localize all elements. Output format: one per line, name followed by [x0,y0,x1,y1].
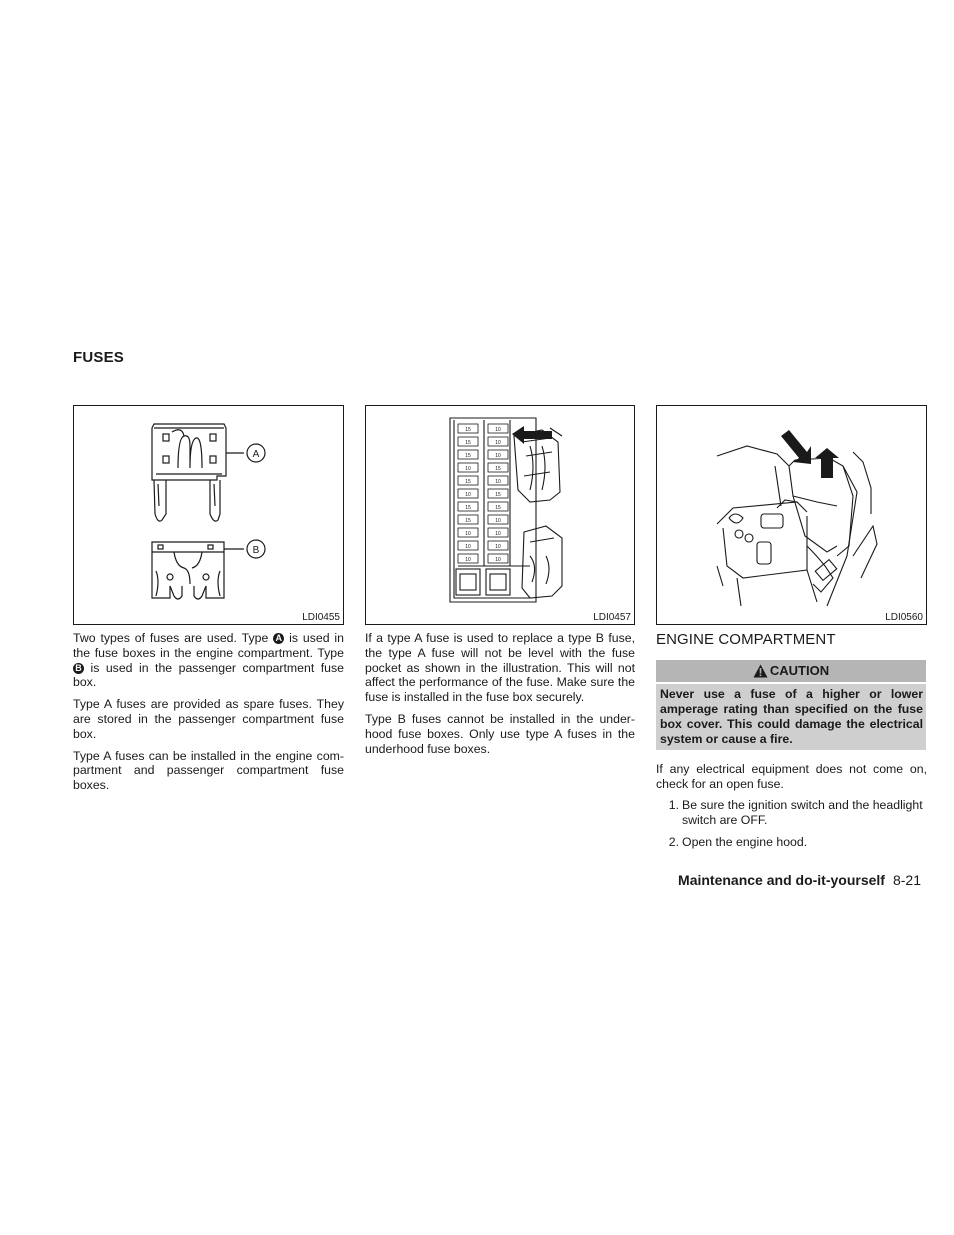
fuse-types-illustration [74,406,343,624]
fuse-rating-label: 10 [495,479,501,485]
column-1 [73,631,344,800]
page-footer [678,872,921,888]
fuse-rating-label: 10 [465,492,471,498]
fuse-rating-label: 10 [465,544,471,550]
fuse-rating-label: 15 [495,466,501,472]
fuse-rating-label: 15 [465,518,471,524]
arrow-icon-up [815,448,839,478]
footer-section: Maintenance and do-it-yourself [678,872,885,888]
fuse-rating-label: 10 [495,557,501,563]
label-a: A [252,449,260,460]
section-title: FUSES [73,349,125,366]
figure-fuse-types [73,405,344,625]
fuse-rating-label: 10 [495,453,501,459]
fuse-a-drawing [152,424,244,521]
fuse-rating-label: 10 [495,518,501,524]
fuse-box-illustration [366,406,634,624]
caution-title: CAUTION [769,662,830,678]
paragraph-open-fuse: If any electrical equipment does not come on, check for an open fuse. [656,761,927,791]
fuse-rating-label: 15 [465,440,471,446]
caution-text: Never use a fuse of a higher or lower amperage rating than specified on the fuse box cover. This could damage the electrical system or cause a fire. [660,686,923,746]
engine-compartment-illustration [657,406,926,624]
figure-code: LDI0455 [302,612,340,623]
figure-code: LDI0457 [593,612,631,623]
label-b: B [252,545,260,556]
fuse-rating-label: 15 [465,427,471,433]
arrow-icon [512,426,552,444]
caution-box [656,660,926,750]
fuse-rating-label: 10 [465,531,471,537]
fuse-rating-label: 10 [495,531,501,537]
column-3 [656,631,927,857]
fuse-rating-label: 15 [465,505,471,511]
paragraph-fuse-types: Two types of fuses are used. Type A is used in the fuse boxes in the engine compartment. Type B is used in the passenger compartment fuse box. [73,631,345,690]
figure-fuse-box [365,405,635,625]
paragraph-install: Type A fuses can be installed in the engine com-partment and passenger compartment fuse boxes. [73,748,344,793]
fuse-rating-label: 15 [495,492,501,498]
fuse-rating-label: 10 [495,427,501,433]
paragraph-underhood: Type B fuses cannot be installed in the under-hood fuse boxes. Only use type A fuses in the underhood fuse boxes. [365,711,635,756]
figure-code: LDI0560 [885,612,923,623]
figure-engine-compartment [656,405,927,625]
type-a-badge: A [273,633,284,644]
paragraph-replace: If a type A fuse is used to replace a type B fuse, the type A fuse will not be level with the fuse pocket as shown in the illustration. This will not affect the performance of the fuse. Make sure the fuse is installed in the fuse box securely. [365,631,635,705]
list-item: 2. Open the engine hood. [668,834,808,849]
type-b-badge: B [73,663,84,674]
page-number: 8-21 [892,872,921,888]
fuse-rating-label: 10 [465,466,471,472]
fuse-rating-label: 10 [495,440,501,446]
fuse-rating-label: 10 [495,544,501,550]
fuse-rating-label: 15 [465,453,471,459]
warning-icon [753,664,768,678]
arrow-icon-down [781,430,811,464]
caution-header [656,660,926,684]
fuse-rating-label: 15 [465,479,471,485]
subheading: ENGINE COMPARTMENT [656,631,836,648]
paragraph-spare-fuses: Type A fuses are provided as spare fuses. They are stored in the passenger compartment fuse box. [73,697,344,741]
list-item: 1. Be sure the ignition switch and the headlight switch are OFF. [668,798,923,828]
fuse-rating-label: 10 [465,557,471,563]
fuse-b-drawing [152,542,244,599]
column-2 [365,631,635,763]
fuse-rating-label: 15 [495,505,501,511]
